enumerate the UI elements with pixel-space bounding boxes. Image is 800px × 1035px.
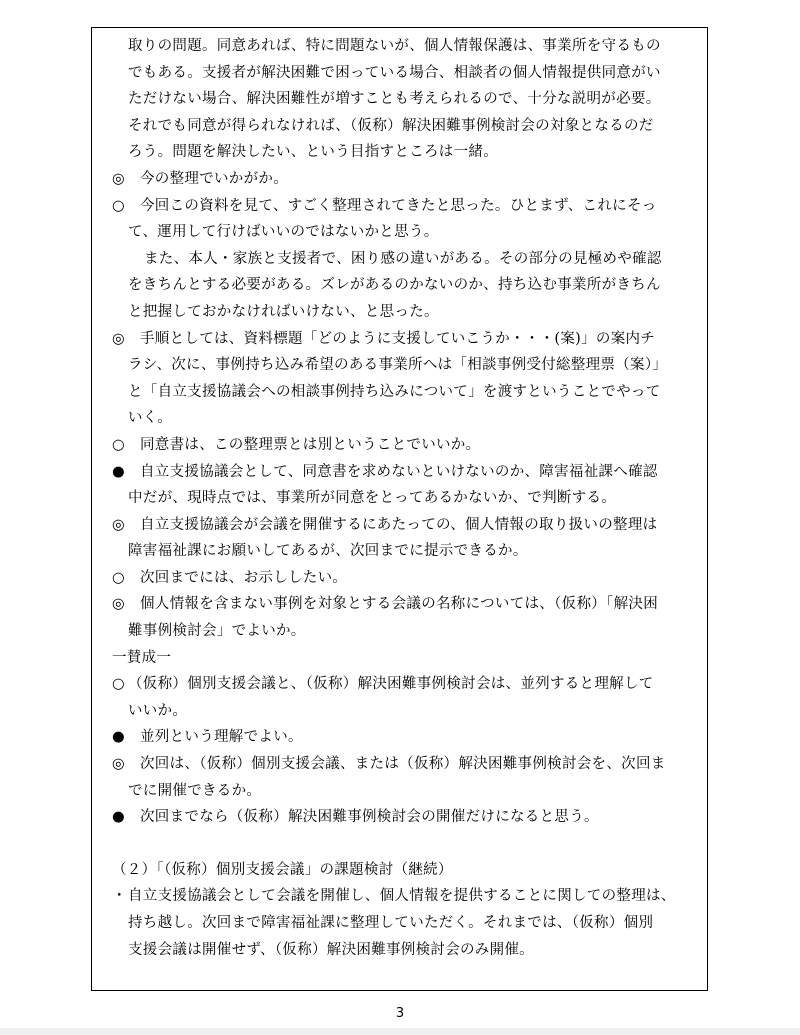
text-line: ろう。問題を解決したい、という目指すところは一緒。 (128, 144, 498, 161)
text-line: 取りの問題。同意あれば、特に問題ないが、個人情報保護は、事業所を守るもの (128, 38, 661, 54)
circle-icon: ○ (112, 569, 125, 586)
minutes-entry (112, 565, 702, 592)
page-number: 3 (395, 1006, 405, 1021)
minutes-entry (112, 459, 702, 486)
approval-note: 一賛成一 (112, 649, 172, 666)
text-line: でに開催できるか。 (128, 782, 262, 799)
text-line: 持ち越し。次回まで障害福祉課に整理していただく。それまでは、（仮称）個別 (128, 915, 654, 931)
entry-continuation (112, 538, 702, 565)
text-line: いいか。 (128, 702, 188, 719)
text-line: 並列という理解でよい。 (140, 729, 303, 746)
list-item (112, 883, 702, 910)
text-line: 中だが、現時点では、事業所が同意をとってあるかないか、で判断する。 (128, 490, 617, 507)
text-line: 手順としては、資料標題「どのように支援していこうか・・・(案)」の案内チ (140, 330, 656, 347)
entry-continuation (112, 272, 702, 325)
opening-paragraph (112, 33, 702, 166)
circle-icon: ○ (112, 436, 125, 453)
bullet-icon: ・ (112, 888, 127, 905)
text-line: ラシ、次に、事例持ち込み希望のある事業所へは「相談事例受付総整理票（案）」 (128, 357, 668, 374)
text-line: ただけない場合、解決困難性が増すことも考えられるので、十分な説明が必要。 (128, 91, 661, 108)
minutes-entry (112, 432, 702, 459)
text-line: て、運用して行けばいいのではないかと思う。 (128, 224, 439, 241)
text-line: 自立支援協議会として会議を開催し、個人情報を提供することに関しての整理は、 (128, 888, 676, 905)
section-heading: （２）「（仮称）個別支援会議」の課題検討（継続） (112, 861, 453, 878)
entry-continuation (112, 219, 702, 246)
entry-continuation (112, 698, 702, 725)
text-line: 今の整理でいかがか。 (140, 170, 288, 187)
double-circle-icon: ◎ (112, 170, 125, 187)
minutes-entry (112, 512, 702, 539)
minutes-entry (112, 724, 702, 751)
text-line: いく。 (128, 410, 173, 427)
text-line: 自立支援協議会として、同意書を求めないといけないのか、障害福祉課へ確認 (140, 463, 658, 480)
double-circle-icon: ◎ (112, 596, 125, 613)
text-line: 支援会議は開催せず、（仮称）解決困難事例検討会のみ開催。 (128, 941, 534, 958)
double-circle-icon: ◎ (112, 330, 125, 347)
footer-bar (0, 1028, 800, 1035)
circle-icon: ○ (112, 197, 125, 214)
minutes-entry (112, 326, 702, 353)
double-circle-icon: ◎ (112, 516, 125, 533)
text-line: また、本人・家族と支援者で、困り感の違いがある。その部分の見極めや確認 (144, 250, 662, 267)
entry-continuation (112, 618, 702, 645)
spacer (112, 831, 702, 857)
text-line: 次回は、（仮称）個別支援会議、または（仮称）解決困難事例検討会を、次回ま (140, 756, 666, 773)
text-line: 次回までには、お示ししたい。 (140, 569, 348, 586)
minutes-entry (112, 166, 702, 193)
minutes-entry (112, 671, 702, 698)
text-line: それでも同意が得られなければ、（仮称）解決困難事例検討会の対象となるのだ (128, 117, 654, 134)
minutes-entry (112, 193, 702, 220)
entry-extra-paragraph (112, 246, 702, 273)
minutes-entry (112, 591, 702, 618)
text-line: 難事例検討会」でよいか。 (128, 623, 306, 640)
text-line: 同意書は、この整理票とは別ということでいいか。 (140, 436, 481, 453)
text-line: 個人情報を含まない事例を対象とする会議の名称については、（仮称）「解決困 (140, 596, 659, 613)
list-item-continuation (112, 910, 702, 963)
circle-icon: ○ (112, 676, 125, 693)
entry-continuation (112, 352, 702, 432)
text-line: をきちんとする必要がある。ズレがあるのかないのか、持ち込む事業所がきちん (128, 277, 661, 294)
text-line: 今回この資料を見て、すごく整理されてきたと思った。ひとまず、これにそっ (140, 197, 657, 214)
entry-continuation (112, 778, 702, 805)
text-line: 自立支援協議会が会議を開催するにあたっての、個人情報の取り扱いの整理は (140, 516, 658, 533)
filled-circle-icon: ● (112, 463, 125, 480)
filled-circle-icon: ● (112, 809, 125, 826)
document-body (112, 33, 702, 963)
text-line: と把握しておかなければいけない、と思った。 (128, 303, 439, 320)
text-line: でもある。支援者が解決困難で困っている場合、相談者の個人情報提供同意がい (128, 64, 661, 81)
minutes-entry (112, 751, 702, 778)
text-line: と「自立支援協議会への相談事例持ち込みについて」を渡すということでやって (128, 383, 661, 400)
text-line: 次回までなら（仮称）解決困難事例検討会の開催だけになると思う。 (140, 809, 599, 826)
text-line: （仮称）個別支援会議と、（仮称）解決困難事例検討会は、並列すると理解して (128, 676, 654, 693)
entry-continuation (112, 485, 702, 512)
minutes-entry (112, 804, 702, 831)
double-circle-icon: ◎ (112, 756, 125, 773)
text-line: 障害福祉課にお願いしてあるが、次回までに提示できるか。 (128, 543, 528, 560)
filled-circle-icon: ● (112, 729, 125, 746)
